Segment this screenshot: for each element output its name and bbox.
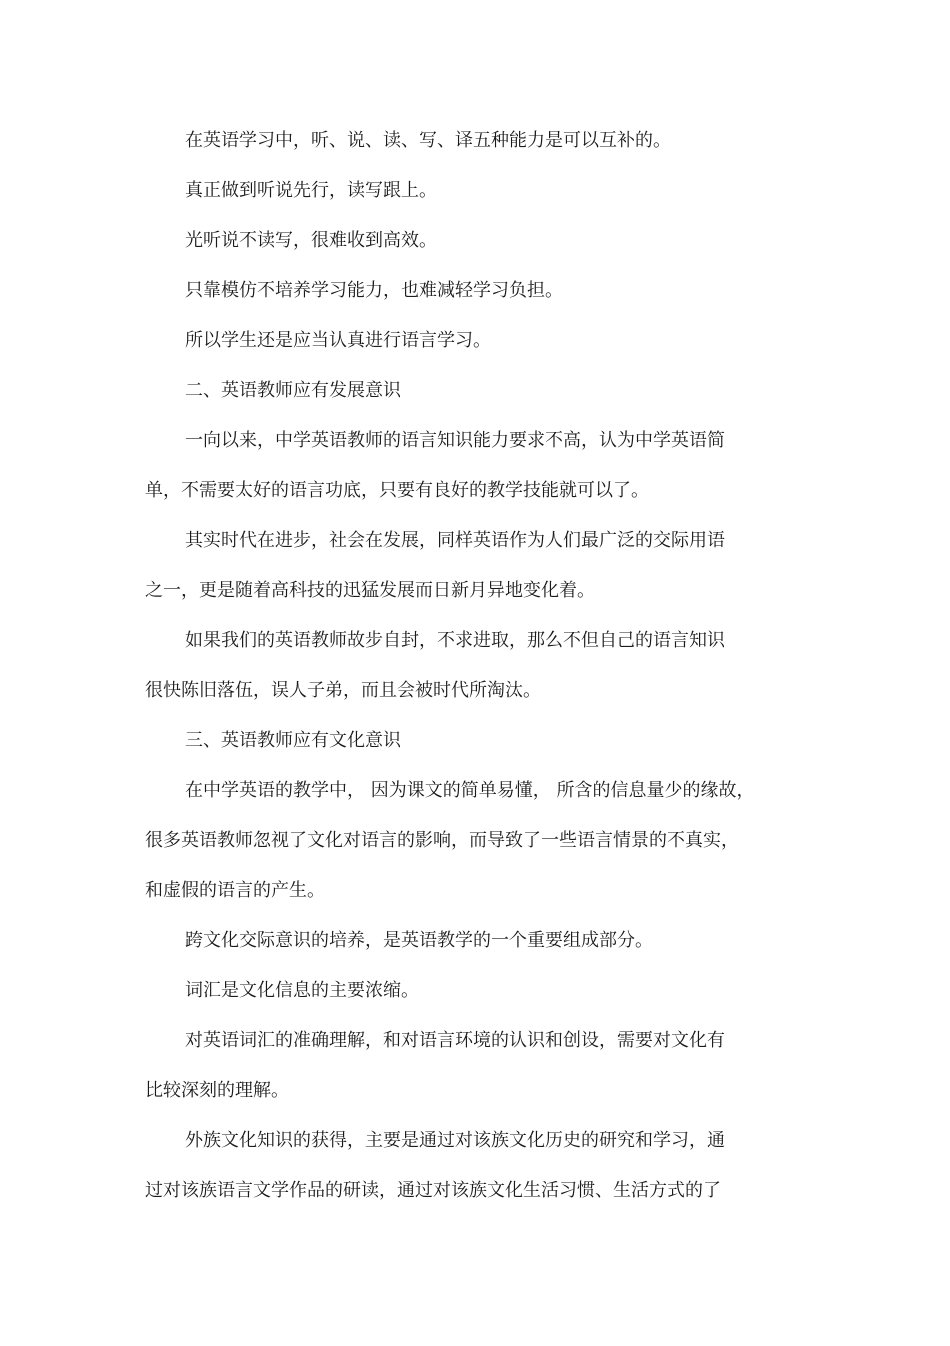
- text-line: 只靠模仿不培养学习能力，也难减轻学习负担。: [185, 280, 563, 301]
- text-line: 和虚假的语言的产生。: [145, 880, 325, 901]
- text-line: 外族文化知识的获得，主要是通过对该族文化历史的研究和学习，通: [185, 1130, 725, 1151]
- text-line: 光听说不读写，很难收到高效。: [185, 230, 437, 251]
- section-heading: 二、英语教师应有发展意识: [185, 380, 401, 401]
- text-line: 很快陈旧落伍，误人子弟，而且会被时代所淘汰。: [145, 680, 541, 701]
- text-line: 之一，更是随着高科技的迅猛发展而日新月异地变化着。: [145, 580, 595, 601]
- text-line: 很多英语教师忽视了文化对语言的影响，而导致了一些语言情景的不真实，: [145, 830, 739, 851]
- section-heading: 三、英语教师应有文化意识: [185, 730, 401, 751]
- text-line: 比较深刻的理解。: [145, 1080, 289, 1101]
- text-line: 单，不需要太好的语言功底，只要有良好的教学技能就可以了。: [145, 480, 649, 501]
- text-line: 一向以来，中学英语教师的语言知识能力要求不高，认为中学英语简: [185, 430, 725, 451]
- text-line: 词汇是文化信息的主要浓缩。: [185, 980, 419, 1001]
- text-line: 所以学生还是应当认真进行语言学习。: [185, 330, 491, 351]
- text-line: 其实时代在进步，社会在发展，同样英语作为人们最广泛的交际用语: [185, 530, 725, 551]
- text-line: 过对该族语言文学作品的研读，通过对该族文化生活习惯、生活方式的了: [145, 1180, 721, 1201]
- text-line: 在英语学习中，听、说、读、写、译五种能力是可以互补的。: [185, 130, 671, 151]
- text-line: 在中学英语的教学中， 因为课文的简单易懂， 所含的信息量少的缘故，: [185, 780, 755, 801]
- text-line: 如果我们的英语教师故步自封，不求进取，那么不但自己的语言知识: [185, 630, 725, 651]
- text-line: 跨文化交际意识的培养，是英语教学的一个重要组成部分。: [185, 930, 653, 951]
- text-line: 对英语词汇的准确理解，和对语言环境的认识和创设，需要对文化有: [185, 1030, 725, 1051]
- text-line: 真正做到听说先行，读写跟上。: [185, 180, 437, 201]
